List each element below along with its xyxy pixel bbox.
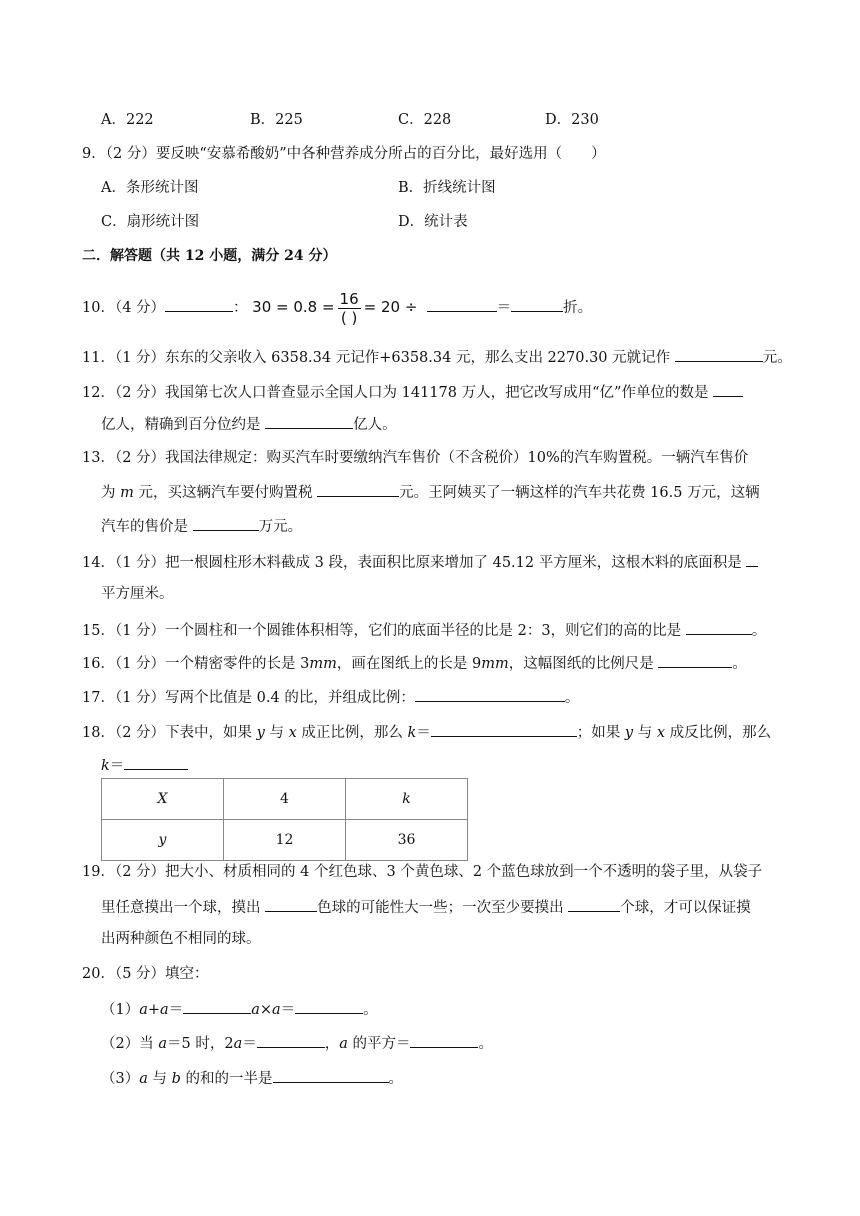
q9-option-b: B．折线统计图 (398, 180, 496, 196)
unit-mm: mm (309, 656, 337, 672)
question-10 (82, 286, 592, 329)
question-number: 19． (82, 864, 115, 880)
q9-option-d: D．统计表 (398, 214, 468, 230)
answer-blank (675, 346, 763, 362)
variable-x: x (288, 725, 297, 741)
question-text: 与 (637, 725, 653, 741)
variable-y: y (256, 725, 265, 741)
question-20-part-2 (101, 1032, 493, 1054)
equals: ＝ (168, 1002, 184, 1018)
question-text: 把一根圆柱形木料截成 3 段，表面积比原来增加了 45.12 平方厘米，这根木料的底面积是 (165, 555, 742, 571)
question-text: ，画在图纸上的长是 9 (336, 656, 482, 672)
question-19-line-3: 出两种颜色不相同的球。 (101, 931, 261, 947)
variable-m: m (120, 485, 134, 501)
answer-blank (183, 998, 251, 1014)
answer-blank (257, 1032, 325, 1048)
question-number: 17． (82, 690, 115, 706)
question-text: 万元。 (258, 519, 303, 535)
question-text: 一个精密零件的长是 3 (165, 656, 310, 672)
question-number: 14． (82, 555, 115, 571)
variable-y: y (624, 725, 634, 741)
question-text: 个球，才可以保证摸 (620, 900, 751, 916)
question-text: ；如果 (576, 725, 621, 741)
question-score: （2 分） (114, 385, 166, 401)
question-end: 。 (732, 656, 747, 672)
variable-a: a (139, 1002, 148, 1018)
question-17 (82, 686, 579, 708)
unit-mm: mm (481, 656, 509, 672)
question-text: 我国法律规定：购买汽车时要缴纳汽车售价（不含税价）10%的汽车购置税。一辆汽车售价 (165, 450, 749, 466)
question-number: 18． (82, 725, 115, 741)
question-12-line-1 (82, 381, 743, 403)
variable-a: a (139, 1071, 148, 1087)
period: 。 (363, 1002, 378, 1018)
q8-option-c: C．228 (398, 112, 452, 128)
question-score: （5 分） (114, 966, 166, 982)
equation-mid: = 20 ÷ (363, 298, 418, 316)
question-text: 汽车的售价是 (101, 519, 188, 535)
table-cell: 36 (346, 820, 468, 861)
question-9 (82, 144, 606, 164)
question-end: 折。 (563, 300, 593, 316)
question-text: 亿人，精确到百分位约是 (101, 417, 261, 433)
equals: ＝ (280, 1002, 296, 1018)
fraction (338, 290, 361, 327)
equals: ＝ (109, 758, 125, 774)
answer-blank (265, 896, 317, 912)
equals: ＝ (416, 725, 431, 741)
question-text: 成正比例，那么 (301, 725, 403, 741)
answer-blank (658, 652, 732, 668)
question-end: 。 (751, 623, 767, 639)
question-text: 色球的可能性大一些；一次至少要摸出 (317, 900, 564, 916)
answer-blank (265, 413, 353, 429)
times-sign: × (259, 1002, 273, 1018)
q8-option-b: B．225 (250, 112, 303, 128)
variable-a: a (233, 1036, 243, 1052)
question-19-line-2 (101, 896, 751, 918)
question-number: 10． (82, 300, 115, 316)
table-cell: 4 (224, 779, 346, 820)
question-text: 的平方＝ (352, 1036, 411, 1052)
question-11 (82, 346, 792, 368)
question-text: 要反映“安慕希酸奶”中各种营养成分所占的百分比，最好选用（ ） (155, 146, 606, 162)
answer-blank (124, 754, 188, 770)
answer-blank (568, 896, 620, 912)
question-text: 下表中，如果 (165, 725, 253, 741)
question-20 (82, 964, 209, 984)
answer-blank (165, 296, 233, 312)
question-score: （2 分） (114, 864, 166, 880)
question-20-part-1 (101, 998, 378, 1020)
variable-k: k (407, 725, 417, 741)
answer-blank (415, 686, 565, 702)
question-number: 12． (82, 385, 115, 401)
table-row (102, 820, 468, 861)
answer-blank (511, 296, 563, 312)
section-title: 二．解答题（共 12 小题，满分 24 分） (82, 248, 337, 264)
question-number: 16． (82, 656, 115, 672)
q8-option-d: D．230 (545, 112, 599, 128)
question-18-line-2 (101, 754, 188, 776)
question-text: 亿人。 (353, 417, 397, 433)
question-number: 11． (82, 350, 115, 366)
question-13-line-3 (101, 515, 302, 537)
equals: ＝ (242, 1036, 257, 1052)
q9-option-c: C．扇形统计图 (101, 214, 200, 230)
question-score: （1 分） (114, 656, 166, 672)
table-cell: y (102, 820, 224, 861)
question-score: （1 分） (114, 350, 166, 366)
question-text: 写两个比值是 0.4 的比，并组成比例： (165, 690, 415, 706)
answer-blank (410, 1032, 478, 1048)
question-13-line-2 (101, 481, 760, 503)
question-18-line-1 (82, 721, 771, 743)
answer-blank (317, 481, 399, 497)
question-text: 与 (152, 1071, 167, 1087)
question-number: 9． (82, 146, 106, 162)
period: 。 (478, 1036, 493, 1052)
question-14-line-1 (82, 551, 758, 573)
question-text: ，这幅图纸的比例尺是 (508, 656, 654, 672)
question-16 (82, 652, 747, 674)
answer-blank (273, 1067, 389, 1083)
question-end: 元。 (762, 350, 792, 366)
question-text: 里任意摸出一个球，摸出 (101, 900, 261, 916)
answer-blank (686, 619, 752, 635)
question-end: 。 (564, 690, 580, 706)
part-label: （1） (101, 1002, 140, 1018)
question-text: 填空： (165, 966, 209, 982)
variable-k: k (101, 758, 110, 774)
separator: ： (233, 300, 248, 316)
question-text: ＝5 时，2 (167, 1036, 234, 1052)
question-score: （1 分） (114, 690, 166, 706)
variable-x: x (656, 725, 665, 741)
answer-blank (295, 998, 363, 1014)
question-score: （2 分） (114, 450, 166, 466)
question-text: 为 (101, 485, 116, 501)
question-14-line-2: 平方厘米。 (101, 586, 174, 602)
fraction-numerator: 16 (339, 289, 359, 308)
question-text: 元。王阿姨买了一辆这样的汽车共花费 16.5 万元，这辆 (399, 485, 760, 501)
question-text: 元，买这辆汽车要付购置税 (138, 485, 313, 501)
question-12-line-2 (101, 413, 397, 435)
part-label: （2）当 (101, 1036, 154, 1052)
question-number: 20． (82, 966, 115, 982)
question-text: 东东的父亲收入 6358.34 元记作+6358.34 元，那么支出 2270.30 元就记作 (165, 350, 671, 366)
table-cell: X (102, 779, 224, 820)
question-number: 15． (82, 623, 115, 639)
table-cell: k (346, 779, 468, 820)
question-number: 13． (82, 450, 115, 466)
question-19-line-1 (82, 862, 762, 882)
plus-sign: + (147, 1002, 161, 1018)
table-row (102, 779, 468, 820)
question-score: （2 分） (105, 146, 156, 162)
variable-a: a (251, 1002, 260, 1018)
question-13-line-1 (82, 448, 748, 468)
variable-a: a (158, 1036, 167, 1052)
variable-a: a (339, 1036, 348, 1052)
xy-table (101, 778, 468, 861)
q8-option-a: A．222 (101, 112, 154, 128)
question-score: （1 分） (114, 623, 166, 639)
equals: ＝ (496, 300, 512, 316)
question-text: 成反比例，那么 (669, 725, 772, 741)
part-label: （3） (101, 1071, 140, 1087)
answer-blank (427, 296, 497, 312)
table-cell: 12 (224, 820, 346, 861)
question-score: （2 分） (114, 725, 166, 741)
question-15 (82, 619, 766, 641)
period: 。 (388, 1071, 404, 1087)
question-text: 一个圆柱和一个圆锥体积相等，它们的底面半径的比是 2：3，则它们的高的比是 (165, 623, 682, 639)
question-text: 我国第七次人口普查显示全国人口为 141178 万人，把它改写成用“亿”作单位的数是 (165, 385, 709, 401)
answer-blank (746, 551, 758, 567)
question-score: （4 分） (114, 300, 166, 316)
answer-blank (431, 721, 577, 737)
equation-left: 30 = 0.8 = (252, 298, 335, 316)
question-text: 与 (269, 725, 284, 741)
variable-a: a (160, 1002, 169, 1018)
answer-blank (713, 381, 743, 397)
question-text: ， (324, 1036, 340, 1052)
question-text: 的和的一半是 (185, 1071, 273, 1087)
fraction-denominator: ( ) (340, 308, 358, 327)
answer-blank (193, 515, 259, 531)
question-20-part-3 (101, 1067, 403, 1089)
question-text: 把大小、材质相同的 4 个红色球、3 个黄色球、2 个蓝色球放到一个不透明的袋子里，从袋子 (165, 864, 763, 880)
variable-a: a (272, 1002, 281, 1018)
variable-b: b (171, 1071, 181, 1087)
question-score: （1 分） (114, 555, 166, 571)
q9-option-a: A．条形统计图 (101, 180, 199, 196)
